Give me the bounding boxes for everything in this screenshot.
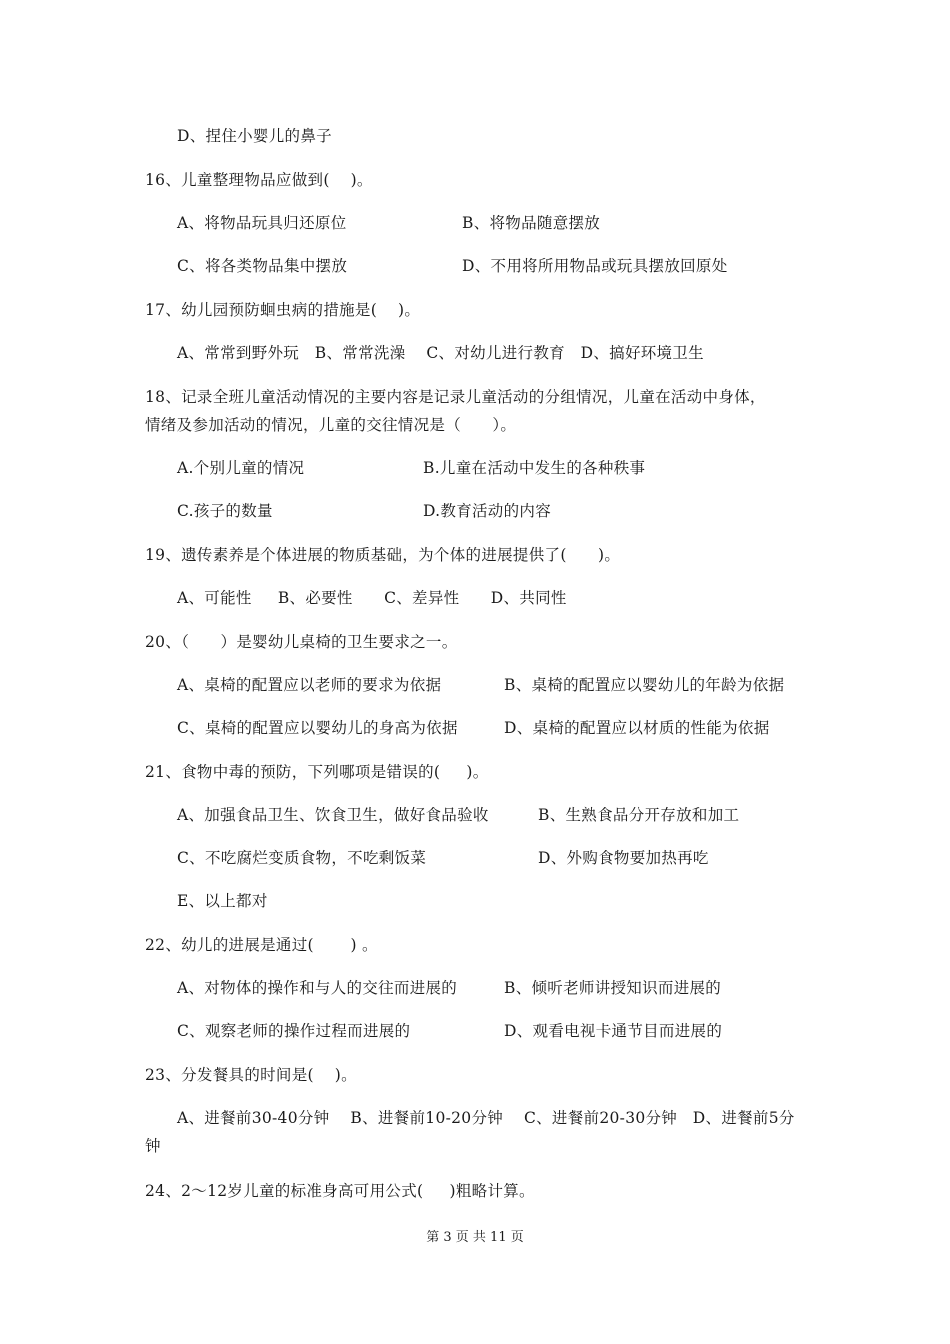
q20-option-c: C、桌椅的配置应以婴幼儿的身高为依据 xyxy=(177,719,458,737)
q22-option-c: C、观察老师的操作过程而进展的 xyxy=(177,1022,411,1040)
q16-option-c: C、将各类物品集中摆放 xyxy=(177,257,348,275)
q15-option-d: D、捏住小婴儿的鼻子 xyxy=(177,127,332,145)
q22-option-a: A、对物体的操作和与人的交往而进展的 xyxy=(177,979,458,997)
q22-option-b: B、倾听老师讲授知识而进展的 xyxy=(504,979,722,997)
q23-question: 23、分发餐具的时间是( )。 xyxy=(145,1066,357,1084)
q21-option-d: D、外购食物要加热再吃 xyxy=(538,849,709,867)
q23-options: A、进餐前30-40分钟 B、进餐前10-20分钟 C、进餐前20-30分钟 D、进餐前5分 xyxy=(177,1109,795,1127)
q17-options: A、常常到野外玩 B、常常洗澡 C、对幼儿进行教育 D、搞好环境卫生 xyxy=(177,344,704,362)
q18-question-line-1: 18、记录全班儿童活动情况的主要内容是记录儿童活动的分组情况，儿童在活动中身体， xyxy=(145,388,766,406)
q23-options-wrap: 钟 xyxy=(145,1137,161,1155)
q18-option-c: C.孩子的数量 xyxy=(177,502,273,520)
q20-question: 20、（ ）是婴幼儿桌椅的卫生要求之一。 xyxy=(145,633,458,651)
q21-option-c: C、不吃腐烂变质食物，不吃剩饭菜 xyxy=(177,849,427,867)
q20-option-d: D、桌椅的配置应以材质的性能为依据 xyxy=(504,719,770,737)
q21-option-b: B、生熟食品分开存放和加工 xyxy=(538,806,740,824)
q21-option-e: E、以上都对 xyxy=(177,892,268,910)
q16-option-a: A、将物品玩具归还原位 xyxy=(177,214,347,232)
q22-option-d: D、观看电视卡通节目而进展的 xyxy=(504,1022,723,1040)
q21-question: 21、食物中毒的预防，下列哪项是错误的( )。 xyxy=(145,763,489,781)
q19-question: 19、遗传素养是个体进展的物质基础，为个体的进展提供了( )。 xyxy=(145,546,621,564)
q20-option-b: B、桌椅的配置应以婴幼儿的年龄为依据 xyxy=(504,676,785,694)
q21-option-a: A、加强食品卫生、饮食卫生，做好食品验收 xyxy=(177,806,489,824)
page-footer: 第 3 页 共 11 页 xyxy=(426,1230,524,1245)
q17-question: 17、幼儿园预防蛔虫病的措施是( )。 xyxy=(145,301,421,319)
q16-option-b: B、将物品随意摆放 xyxy=(462,214,601,232)
q18-option-d: D.教育活动的内容 xyxy=(423,502,552,520)
q22-question: 22、幼儿的进展是通过( ) 。 xyxy=(145,936,378,954)
q16-option-d: D、不用将所用物品或玩具摆放回原处 xyxy=(462,257,728,275)
q16-question: 16、儿童整理物品应做到( )。 xyxy=(145,171,373,189)
q19-options: A、可能性 B、必要性 C、差异性 D、共同性 xyxy=(177,589,567,607)
q24-question: 24、2～12岁儿童的标准身高可用公式( )粗略计算。 xyxy=(145,1182,535,1200)
q20-option-a: A、桌椅的配置应以老师的要求为依据 xyxy=(177,676,442,694)
q18-option-b: B.儿童在活动中发生的各种秩事 xyxy=(423,459,646,477)
q18-option-a: A.个别儿童的情况 xyxy=(177,459,305,477)
q18-question-line-2: 情绪及参加活动的情况，儿童的交往情况是（ ）。 xyxy=(145,416,517,434)
